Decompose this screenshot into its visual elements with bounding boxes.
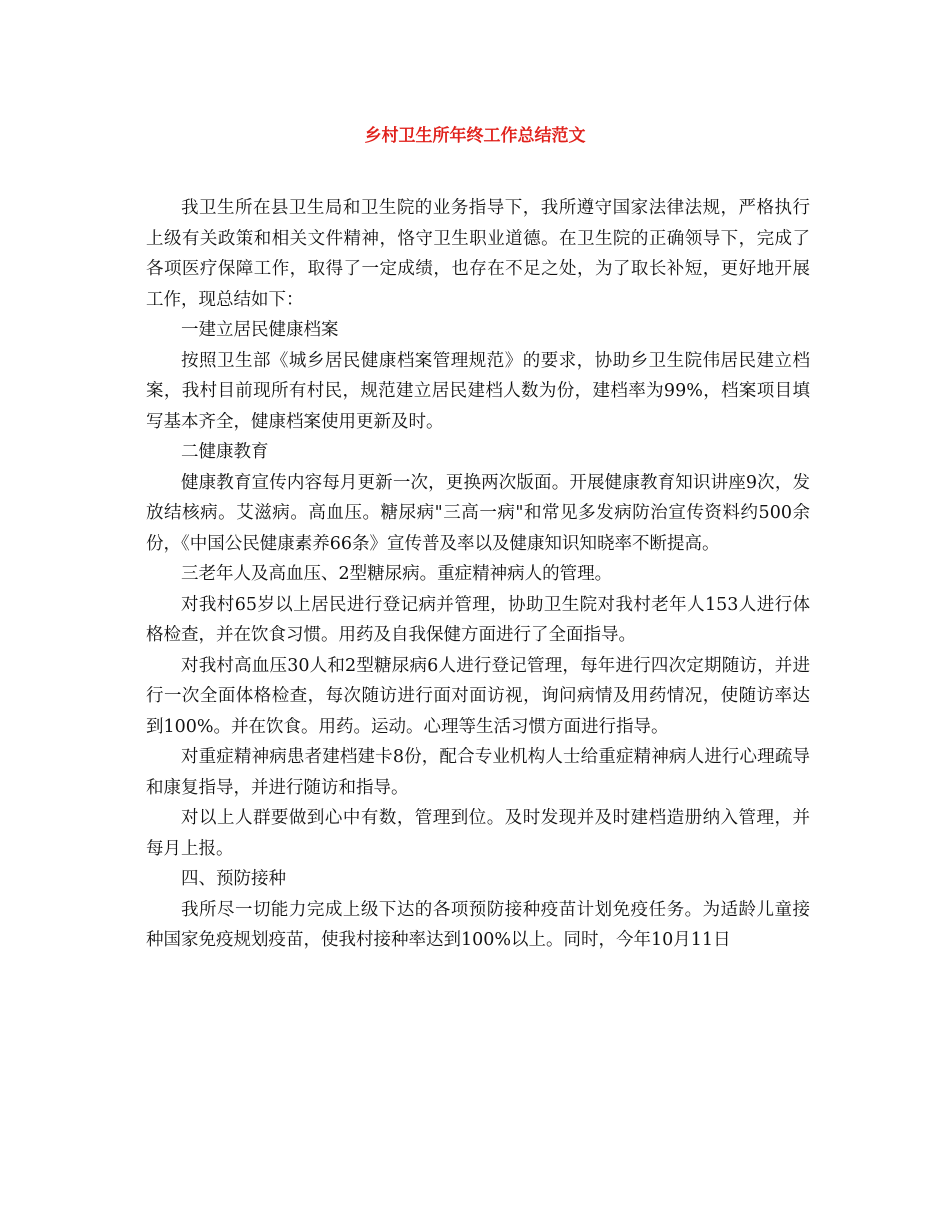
paragraph-management-summary: 对以上人群要做到心中有数，管理到位。及时发现并及时建档造册纳入管理，并每月上报。 xyxy=(146,808,810,859)
document-body xyxy=(146,193,810,956)
paragraph-elderly: 对我村65岁以上居民进行登记病并管理，协助卫生院对我村老年人153人进行体格检查，并在饮食习惯。用药及自我保健方面进行了全面指导。 xyxy=(146,594,810,645)
section-heading-archives: 一建立居民健康档案 xyxy=(181,320,339,340)
section-heading-education: 二健康教育 xyxy=(181,442,269,462)
paragraph-archives: 按照卫生部《城乡居民健康档案管理规范》的要求，协助乡卫生院伟居民建立档案，我村目前现所有村民，规范建立居民建档人数为份，建档率为99%，档案项目填写基本齐全，健康档案使用更新及时。 xyxy=(146,350,810,432)
document-title: 乡村卫生所年终工作总结范文 xyxy=(364,126,586,146)
section-heading-management: 三老年人及高血压、2型糖尿病。重症精神病人的管理。 xyxy=(181,564,613,584)
paragraph-education: 健康教育宣传内容每月更新一次，更换两次版面。开展健康教育知识讲座9次，发放结核病。艾滋病。高血压。糖尿病"三高一病"和常见多发病防治宣传资料约500余份，《中国公民健康素养66条》宣传普及率以及健康知识知晓率不断提高。 xyxy=(146,472,810,554)
paragraph-intro: 我卫生所在县卫生局和卫生院的业务指导下，我所遵守国家法律法规，严格执行上级有关政策和相关文件精神，恪守卫生职业道德。在卫生院的正确领导下，完成了各项医疗保障工作，取得了一定成绩，也存在不足之处，为了取长补短，更好地开展工作，现总结如下： xyxy=(146,198,810,310)
paragraph-mental: 对重症精神病患者建档建卡8份，配合专业机构人士给重症精神病人进行心理疏导和康复指导，并进行随访和指导。 xyxy=(146,747,810,798)
paragraph-vaccination: 我所尽一切能力完成上级下达的各项预防接种疫苗计划免疫任务。为适龄儿童接种国家免疫规划疫苗，使我村接种率达到100%以上。同时，今年10月11日 xyxy=(146,899,810,950)
paragraph-hypertension: 对我村高血压30人和2型糖尿病6人进行登记管理，每年进行四次定期随访，并进行一次全面体格检查，每次随访进行面对面访视，询问病情及用药情况，使随访率达到100%。并在饮食。用药。运动。心理等生活习惯方面进行指导。 xyxy=(146,655,810,737)
section-heading-vaccination: 四、预防接种 xyxy=(181,869,286,889)
